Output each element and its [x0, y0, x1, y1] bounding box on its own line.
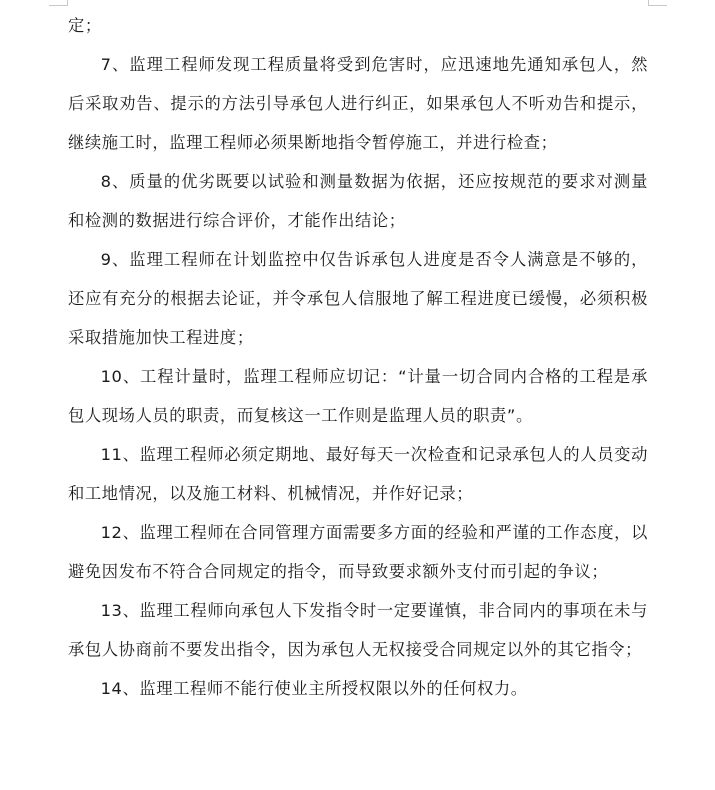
page-corner-mark-right	[648, 0, 667, 6]
list-item-10: 10、工程计量时，监理工程师应切记：“计量一切合同内合格的工程是承包人现场人员的职责，而复核这一工作则是监理人员的职责”。	[68, 367, 648, 425]
list-item-11: 11、监理工程师必须定期地、最好每天一次检查和记录承包人的人员变动和工地情况，以及施工材料、机械情况，并作好记录；	[68, 445, 648, 503]
list-item-12: 12、监理工程师在合同管理方面需要多方面的经验和严谨的工作态度，以避免因发布不符合合同规定的指令，而导致要求额外支付而引起的争议；	[68, 523, 648, 581]
list-item-14: 14、监理工程师不能行使业主所授权限以外的任何权力。	[100, 679, 528, 698]
page-corner-mark-left	[49, 0, 68, 6]
leading-fragment: 定；	[68, 16, 102, 35]
document-body	[68, 6, 648, 708]
list-item-8: 8、质量的优劣既要以试验和测量数据为依据，还应按规范的要求对测量和检测的数据进行综合评价，才能作出结论；	[68, 172, 648, 230]
list-item-13: 13、监理工程师向承包人下发指令时一定要谨慎，非合同内的事项在未与承包人协商前不要发出指令，因为承包人无权接受合同规定以外的其它指令；	[68, 601, 648, 659]
list-item-9: 9、监理工程师在计划监控中仅告诉承包人进度是否令人满意是不够的，还应有充分的根据去论证，并令承包人信服地了解工程进度已缓慢，必须积极采取措施加快工程进度；	[68, 250, 648, 347]
list-item-7: 7、监理工程师发现工程质量将受到危害时，应迅速地先通知承包人，然后采取劝告、提示的方法引导承包人进行纠正，如果承包人不听劝告和提示，继续施工时，监理工程师必须果断地指令暂停施工，并进行检查；	[68, 55, 648, 152]
